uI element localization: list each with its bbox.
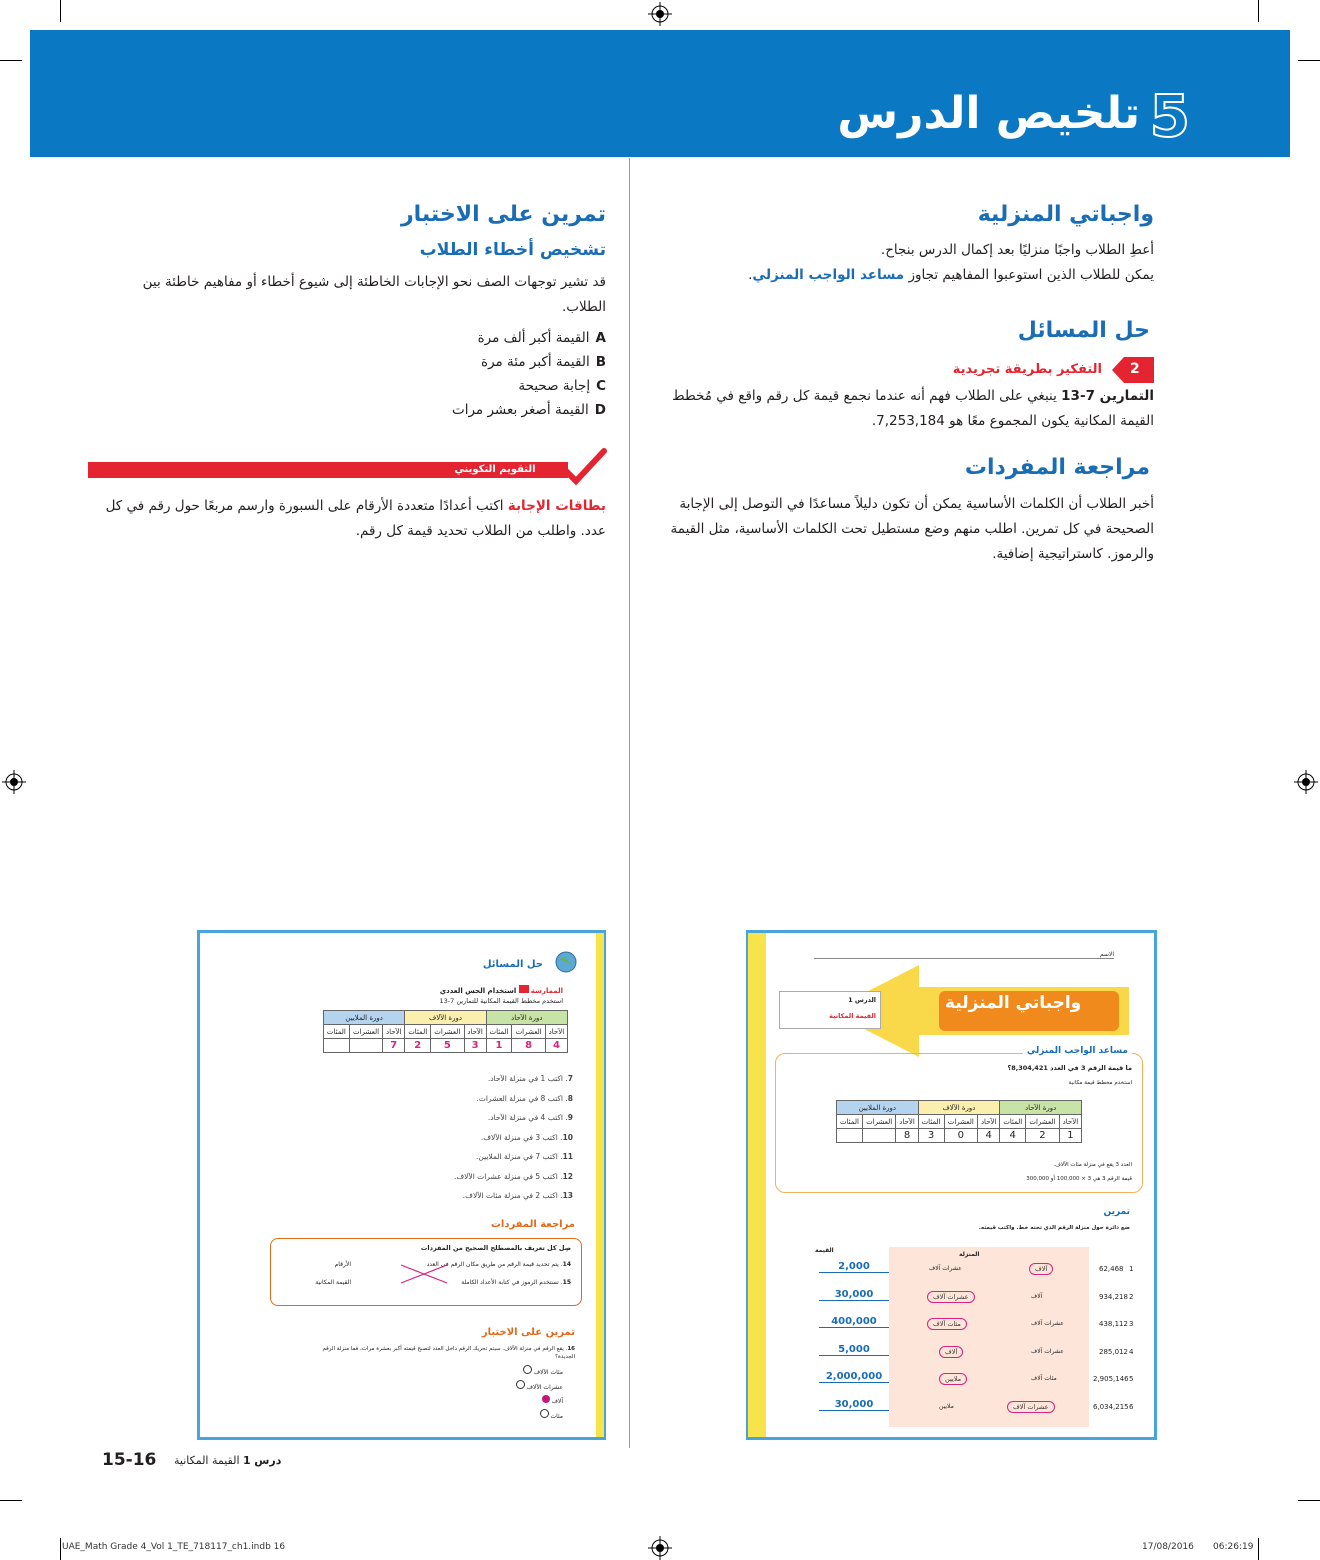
practice-row [809,1257,1139,1285]
digit-cell: 4 [978,1129,1000,1143]
thumb-test-heading: تمرين على الاختبار [481,1327,575,1338]
vocab-review-line-1: أخبر الطلاب أن الكلمات الأساسية يمكن أن تكون دليلاً مساعدًا في التوصل إلى الإجابة [679,496,1154,512]
practice-badge-number: 2 [1130,361,1140,377]
print-time: 06:26:19 [1213,1542,1254,1552]
digit-cell [349,1039,382,1053]
column-header: العشرات [349,1025,382,1039]
digit-cell [837,1129,863,1143]
practice-number: 62,468 [1099,1265,1124,1273]
vocab-review-heading: مراجعة المفردات [964,455,1150,480]
lesson-topic: القيمة المكانية [829,1012,876,1020]
practice-number: 438,112 [1099,1320,1128,1328]
digit-cell: 3 [464,1039,486,1053]
problem-solving-text [654,384,1154,434]
digit-cell: 1 [1059,1129,1081,1143]
option-a [306,326,606,350]
place-choice-circled: مئات آلاف [927,1318,967,1330]
digit-cell [324,1039,350,1053]
column-header: المئات [1000,1115,1026,1129]
formative-assessment-label: التقويم التكويني [454,464,536,475]
exercise-item: 9. اكتب 4 في منزلة الآحاد. [487,1113,573,1122]
period-thousands: دورة الآلاف [918,1101,1000,1115]
practice-rows [809,1257,1139,1422]
vocab-review-line-3: والرموز. كاستراتيجية إضافية. [992,546,1154,562]
place-header: المنزلة [959,1251,980,1258]
column-header: الآحاد [383,1025,405,1039]
exercise-text: اكتب 1 في منزلة الآحاد. [487,1074,563,1083]
test-practice-heading: تمرين على الاختبار [400,202,606,227]
thumb-place-value-table [323,1010,568,1053]
crop-mark [1258,1538,1259,1560]
homework-line-1: أعطِ الطلاب واجبًا منزليًا بعد إكمال الدرس بنجاح. [880,242,1154,258]
registration-mark-icon [1294,770,1318,794]
test-option [516,1409,563,1424]
thumb-vocab-heading: مراجعة المفردات [490,1219,575,1230]
place-choice: عشرات آلاف [1031,1320,1064,1327]
exercise-item: 10. اكتب 3 في منزلة الآلاف. [480,1132,573,1142]
practice-number: 2,905,146 [1093,1375,1129,1383]
period-millions: دورة الملايين [324,1011,405,1025]
test-practice-intro [86,270,606,320]
student-page-thumbnail [197,930,606,1440]
row-index: 4 [1129,1347,1134,1356]
option-d [306,398,606,422]
column-header: المئات [324,1025,350,1039]
helper-place-value-table [836,1100,1082,1143]
period-ones: دورة الآحاد [486,1011,567,1025]
column-header: المئات [837,1115,863,1129]
place-choice-circled: عشرات آلاف [1007,1401,1055,1413]
thumb-ps-heading: حل المسائل [482,959,543,970]
digit-cell: 1 [486,1039,512,1053]
practice-row [809,1312,1139,1340]
vocab-def-15: 15. تستخدم الرموز في كتابة الأعداد الكاملة [461,1279,571,1286]
answer-options [306,326,606,422]
homework-heading: واجباتي المنزلية [977,202,1154,227]
radio-icon [516,1380,525,1389]
problem-solving-line-1 [654,384,1154,409]
column-header: المئات [918,1115,944,1129]
option-letter: B [595,354,606,370]
exercise-text: اكتب 5 في منزلة عشرات الآلاف. [453,1171,558,1181]
practice-row [809,1395,1139,1423]
thumb-badge-icon [519,985,529,993]
exercise-item: 8. اكتب 8 في منزلة العشرات. [476,1093,573,1103]
exercise-text: اكتب 8 في منزلة العشرات. [476,1093,563,1103]
practice-row [809,1340,1139,1368]
helper-explain-1: العدد 3 يقع في منزلة مئات الآلاف. [1053,1162,1132,1168]
row-index: 5 [1129,1375,1134,1383]
helper-question: ما قيمة الرقم 3 في العدد 8,304,421؟ [1007,1064,1132,1072]
footer-lesson [174,1454,281,1467]
homework-helper-link: مساعد الواجب المنزلي [752,267,905,283]
thumb-vocab-box [270,1238,582,1306]
period-millions: دورة الملايين [837,1101,919,1115]
registration-mark-icon [648,1536,672,1560]
thumb-practice-text: استخدام الحس العددي [439,987,517,995]
digit-cell: 8 [512,1039,545,1053]
column-header: الآحاد [1059,1115,1081,1129]
exercise-item: 13. اكتب 2 في منزلة مئات الآلاف. [462,1191,573,1200]
option-b [306,350,606,374]
radio-icon [540,1409,549,1418]
place-choice: مئات آلاف [1031,1375,1057,1382]
crop-mark [1258,0,1259,22]
yellow-edge [748,933,766,1437]
exercise-number: 8 [567,1093,573,1103]
banner-number: 5 [1149,82,1190,150]
thumb-practice-line [440,985,563,995]
registration-mark-icon [648,2,672,26]
test-option-text: عشرات الآلاف [526,1384,563,1391]
test-question-text: يقع الرقم في منزلة الآلاف. سيتم تحريك الرقم داخل العدد لتصبح قيمته أكبر بعشرة مرات، فما منزلة الرقم الجديدة؟ [322,1346,575,1360]
test-number: 16 [567,1346,575,1352]
column-header: العشرات [1026,1115,1060,1129]
exercise-number: 7 [567,1074,573,1083]
thumb-homework-title: واجباتي المنزلية [945,993,1082,1013]
crop-mark [1298,60,1320,61]
row-index: 2 [1129,1292,1134,1301]
homework-line-2: يمكن للطلاب الذين استوعبوا المفاهيم تجاوز مساعد الواجب المنزلي. [748,267,1154,283]
place-choice: عشرات آلاف [929,1265,962,1272]
practice-row [809,1285,1139,1313]
problem-solving-line-2: القيمة المكانية يكون المجموع معًا هو 7,253,184. [871,413,1154,429]
intro-line-1: قد تشير توجهات الصف نحو الإجابات الخاطئة إلى شيوع أخطاء أو مفاهيم خاطئة بين [142,274,606,290]
radio-icon [523,1365,532,1374]
page-numbers: 15-16 [102,1450,157,1470]
column-header: العشرات [431,1025,464,1039]
row-index: 1 [1129,1265,1134,1273]
vocab-review-text [654,492,1154,567]
helper-hint: استخدم مخطط قيمة مكانية [1068,1080,1132,1086]
exercise-item: 11. اكتب 7 في منزلة الملايين. [475,1152,573,1161]
vocab-number: 15 [562,1279,571,1286]
vocab-definition: تستخدم الرموز في كتابة الأعداد الكاملة [461,1279,559,1286]
answer-value: 2,000,000 [819,1371,889,1383]
problem-solving-line-1-text: ينبغي على الطلاب فهم أنه عندما نجمع قيمة كل رقم واقع في مُخطط [672,388,1057,404]
formative-line-2: عدد. واطلب من الطلاب تحديد قيمة كل رقم. [355,523,606,539]
option-letter: D [594,402,606,418]
column-header: الآحاد [896,1115,918,1129]
column-header: المئات [405,1025,431,1039]
lesson-label: الدرس 1 [848,996,876,1004]
exercise-number: 10 [562,1132,573,1142]
digit-cell: 2 [1026,1129,1060,1143]
vocab-definition: يتم تحديد قيمة الرقم من طريق مكان الرقم في العدد [426,1261,559,1268]
column-header: المئات [486,1025,512,1039]
digit-cell: 3 [918,1129,944,1143]
place-choice: ملايين [939,1402,954,1410]
option-text: القيمة أصغر بعشر مرات [452,402,589,418]
period-ones: دورة الآحاد [1000,1101,1082,1115]
homework-page-thumbnail [746,930,1157,1440]
diagnose-errors-heading: تشخيص أخطاء الطلاب [419,240,606,260]
period-thousands: دورة الآلاف [405,1011,486,1025]
exercise-item: 12. اكتب 5 في منزلة عشرات الآلاف. [453,1171,573,1181]
answer-value: 400,000 [819,1316,889,1328]
column-header: العشرات [862,1115,896,1129]
formative-text [86,494,606,544]
test-option [516,1365,563,1380]
banner-title: تلخيص الدرس [837,88,1140,139]
vocab-term: الأرقام [334,1261,351,1268]
practice-badge [1112,357,1154,383]
column-header: العشرات [944,1115,978,1129]
vocab-instruction: صِل كل تعريف بالمصطلح الصحيح من المفردات [420,1244,571,1252]
helper-box [775,1046,1143,1193]
practice-badge-text: التفكير بطريقة تجريدية [952,362,1102,377]
digit-cell: 4 [1000,1129,1026,1143]
test-option-text: آلاف [551,1398,563,1405]
practice-number: 285,012 [1099,1347,1128,1356]
exercise-number: 11 [562,1152,573,1161]
place-choice-circled: آلاف [939,1346,963,1358]
place-choice-circled: ملايين [939,1373,967,1385]
practice-row [809,1367,1139,1395]
yellow-edge [596,933,604,1437]
helper-explain-2: قيمة الرقم 3 هي 3 × 100,000 أو 300,000 [1026,1176,1132,1182]
exercises-label: التمارين 7-13 [1061,388,1154,404]
print-date: 17/08/2016 [1142,1542,1194,1552]
answer-value: 30,000 [819,1399,889,1411]
column-divider [629,158,630,1448]
digit-cell [862,1129,896,1143]
option-text: القيمة أكبر مئة مرة [481,354,590,370]
value-header: القيمة [815,1247,834,1254]
crop-mark [60,1538,61,1560]
digit-cell: 4 [545,1039,567,1053]
exercise-item: 7. اكتب 1 في منزلة الآحاد. [487,1074,573,1083]
option-text: القيمة أكبر ألف مرة [477,330,590,346]
test-option-text: مئات الآلاف [533,1369,563,1376]
exercise-text: اكتب 4 في منزلة الآحاد. [487,1113,563,1122]
exercise-number: 13 [562,1191,573,1200]
exercise-number: 9 [567,1113,573,1122]
vocab-term: القيمة المكانية [315,1279,351,1286]
vocab-number: 14 [562,1261,571,1268]
digit-cell: 5 [431,1039,464,1053]
digit-cell: 7 [383,1039,405,1053]
place-choice-circled: عشرات آلاف [927,1291,975,1303]
exercise-number: 12 [562,1171,573,1181]
formative-line-1-text: اكتب أعدادًا متعددة الأرقام على السبورة وارسم مربعًا حول رقم في كل [105,498,504,514]
test-option [516,1395,563,1409]
column-header: العشرات [512,1025,545,1039]
digit-cell: 8 [896,1129,918,1143]
crop-mark [60,0,61,22]
globe-icon [555,951,577,973]
place-choice: عشرات آلاف [1031,1347,1064,1355]
footer-lesson-num: 1 [243,1454,251,1467]
digit-cell: 2 [405,1039,431,1053]
row-index: 3 [1129,1320,1134,1328]
crop-mark [1298,1500,1320,1501]
homework-text [654,238,1154,288]
intro-line-2: الطلاب. [562,299,606,315]
radio-selected-icon [542,1395,550,1403]
lesson-box [779,991,881,1029]
practice-number: 934,218 [1099,1292,1128,1301]
problem-solving-heading: حل المسائل [1017,318,1150,343]
option-text: إجابة صحيحة [518,378,591,394]
formative-line-1 [86,494,606,519]
registration-mark-icon [2,770,26,794]
answer-value: 30,000 [819,1289,889,1301]
row-index: 6 [1129,1402,1134,1411]
footer-lesson-word: درس [254,1454,282,1467]
helper-heading: مساعد الواجب المنزلي [1023,1046,1132,1056]
test-option [516,1380,563,1395]
answer-value: 5,000 [819,1344,889,1356]
crop-mark [0,1500,22,1501]
answer-cards-title: بطاقات الإجابة [507,498,606,514]
checkmark-icon [560,447,608,487]
exercise-text: اكتب 3 في منزلة الآلاف. [480,1132,558,1142]
thumb-test-options [516,1365,563,1424]
option-letter: C [596,378,606,394]
digit-cell: 0 [944,1129,978,1143]
thumb-exercise-list [373,1069,573,1206]
column-header: الآحاد [464,1025,486,1039]
homework-line-2-text: يمكن للطلاب الذين استوعبوا المفاهيم تجاوز [904,267,1154,283]
thumb-test-question: 16. يقع الرقم في منزلة الآلاف. سيتم تحريك الرقم داخل العدد لتصبح قيمته أكبر بعشرة مرات، فما منزلة الرقم الجديدة؟ [322,1346,575,1360]
vocab-review-line-2: الصحيحة في كل تمرين. اطلب منهم وضع مستطيل تحت الكلمات الأساسية، مثل القيمة [670,521,1154,537]
thumb-instruction: استخدم مخطط القيمة المكانية للتمارين 7-13 [439,997,563,1005]
place-choice-circled: آلاف [1029,1263,1053,1275]
exercise-text: اكتب 7 في منزلة الملايين. [475,1152,558,1161]
practice-number: 6,034,215 [1093,1402,1129,1411]
column-header: الآحاد [978,1115,1000,1129]
crop-mark [0,60,22,61]
place-choice: آلاف [1031,1292,1043,1300]
vocab-def-14: 14. يتم تحديد قيمة الرقم من طريق مكان الرقم في العدد [426,1261,571,1268]
answer-value: 2,000 [819,1261,889,1273]
match-lines [399,1263,449,1285]
practice-instruction: ضع دائرة حول منزلة الرقم الذي تحته خط. واكتب قيمته. [978,1225,1130,1231]
option-letter: A [595,330,606,346]
thumb-practice-label: الممارسة [530,987,563,995]
test-option-text: مئات [550,1413,563,1420]
footer-lesson-topic: القيمة المكانية [174,1454,240,1467]
practice-heading: تمرين [1103,1207,1130,1217]
option-c [306,374,606,398]
print-file-info: UAE_Math Grade 4_Vol 1_TE_718117_ch1.indb 16 [62,1542,286,1552]
exercise-text: اكتب 2 في منزلة مئات الآلاف. [462,1191,558,1200]
name-line: الاسم [814,951,1114,959]
column-header: الآحاد [545,1025,567,1039]
